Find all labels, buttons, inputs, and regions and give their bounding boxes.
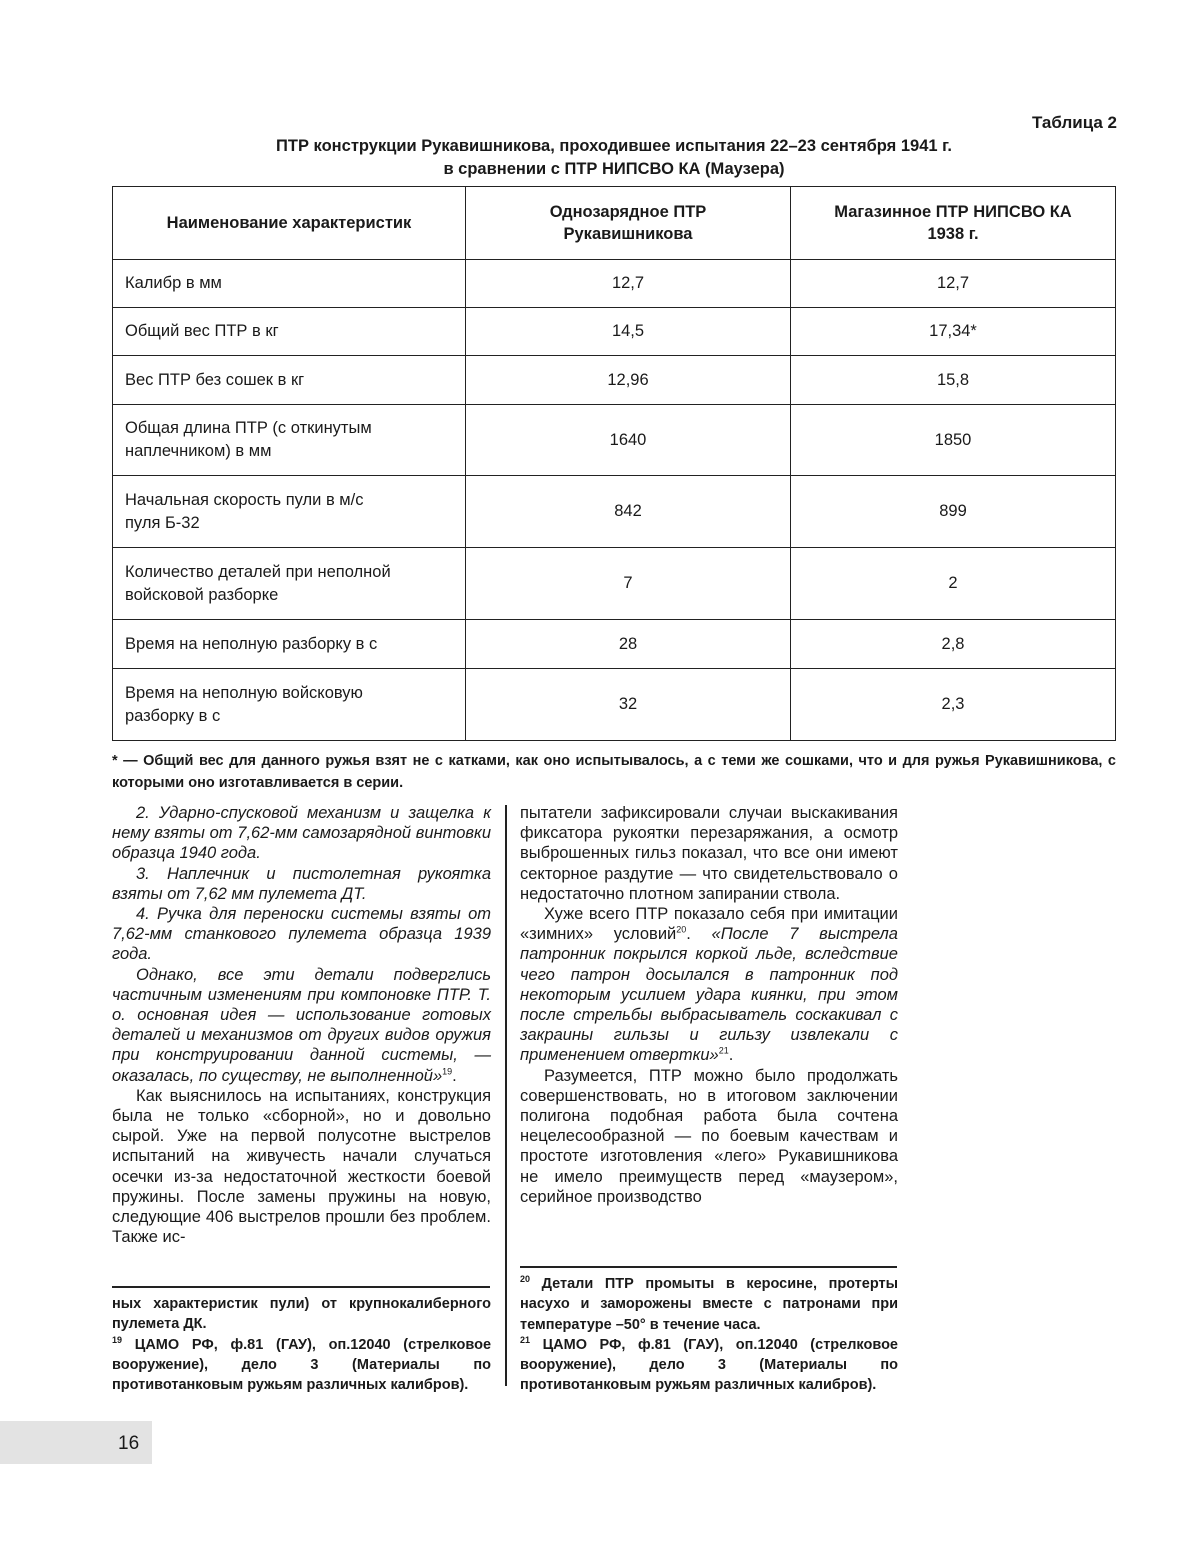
row-value-rukavishnikov: 7 [466, 548, 791, 620]
row-label: Калибр в мм [113, 260, 466, 308]
footnote-ref: 20 [676, 924, 687, 935]
row-value-rukavishnikov: 28 [466, 620, 791, 669]
paragraph: Как выяснилось на испытаниях, конструкция была не только «сборной», но и довольно сырой. Уже на первой полусотне выстрелов испытаний на живучесть начали случаться осечки из-за недостаточной жесткости боевой пружины. После замены пружины на новую, следующие 406 выстрелов прошли без проблем. Также ис- [112, 1086, 491, 1247]
row-value-rukavishnikov: 12,7 [466, 260, 791, 308]
paragraph: пытатели зафиксировали случаи выскакивания фиксатора рукоятки перезаряжания, а осмотр выброшенных гильз показал, что все они имеют секторное раздутие — что свидетельствовало о недостаточно плотном запирании ствола. [520, 804, 898, 903]
footnote-21: $^{21}$ ЦАМО РФ, ф.81 (ГАУ), оп.12040 (стрелковое вооружение), дело 3 (Материалы по противотанковым ружьям различных калибров). [520, 1335, 898, 1394]
row-value-nipsvo: 2 [791, 548, 1116, 620]
footnote-continuation: ных характеристик пули) от крупнокалиберного пулемета ДК. [112, 1296, 491, 1333]
row-value-nipsvo: 2,8 [791, 620, 1116, 669]
row-value-nipsvo: 1850 [791, 405, 1116, 476]
table-row [113, 405, 1116, 476]
paragraph: 4. Ручка для переноски системы взяты от 7,62-мм станкового пулемета образца 1939 года. [112, 905, 491, 964]
right-text-column: пытатели зафиксировали случаи выскакивания фиксатора рукоятки перезаряжания, а осмотр выброшенных гильз показал, что все они имеют секторное раздутие — что свидетельствовало о недостаточно плотном запирании ствола. Хуже всего ПТР показало себя при имитации «зимних» условий$^{20}$. «После 7 выстрела патронник покрылся коркой льде, вследствие чего патрон досылался в патронник под некоторым усилием удара киянки, при этом после стрельбы выбрасыватель соскакивал с закраины гильзы и гильзу извлекали с применением отвертки»$^{21}$. Разумеется, ПТР можно было продолжать совершенствовать, но в итоговом заключении полигона подобная работа была сочтена нецелесообразной — по боевым качествам и простоте изготовления «лего» Рукавишникова не имело преимуществ перед «маузером», серийное производство [520, 804, 898, 1206]
table-footnote: * — Общий вес для данного ружья взят не с катками, как оно испытывалось, а с теми же сошками, что и для ружья Рукавишникова, с которыми оно изготавливается в серии. [112, 753, 1116, 791]
row-label: Вес ПТР без сошек в кг [113, 356, 466, 405]
table-row [113, 260, 1116, 308]
row-label: Общая длина ПТР (с откинутым наплечником) в мм [113, 405, 466, 476]
row-label: Общий вес ПТР в кг [113, 308, 466, 356]
row-label: Количество деталей при неполной войсковой разборке [113, 548, 466, 620]
footnote-ref: 19 [442, 1066, 453, 1077]
header-nipsvo: Магазинное ПТР НИПСВО КА 1938 г. [791, 187, 1116, 260]
table-caption-line-1: ПТР конструкции Рукавишникова, проходившее испытания 22–23 сентября 1941 г. [276, 137, 952, 155]
paragraph: Хуже всего ПТР показало себя при имитации «зимних» условий [520, 905, 898, 944]
table-row [113, 620, 1116, 669]
footnote-ref: 21 [718, 1045, 729, 1056]
paragraph: Разумеется, ПТР можно было продолжать совершенствовать, но в итоговом заключении полигона подобная работа была сочтена нецелесообразной — по боевым качествам и простоте изготовления «лего» Рукавишникова не имело преимуществ перед «маузером», серийное производство [520, 1066, 898, 1206]
table-caption-line-2: в сравнении с ПТР НИПСВО КА (Маузера) [443, 160, 785, 178]
footnotes-right [520, 1274, 898, 1396]
table-row [113, 308, 1116, 356]
footnote-rule [112, 1286, 490, 1288]
quote: «После 7 выстрела патронник покрылся коркой льде, вследствие чего патрон досылался в патронник под некоторым усилием удара киянки, при этом после стрельбы выбрасыватель соскакивал с закраины гильзы и гильзу извлекали с применением отвертки» [520, 925, 898, 1065]
paragraph: 2. Ударно-спусковой механизм и защелка к нему взяты от 7,62-мм самозарядной винтовки образца 1940 года. [112, 804, 491, 863]
row-value-rukavishnikov: 1640 [466, 405, 791, 476]
row-value-rukavishnikov: 842 [466, 476, 791, 548]
page-number: 16 [118, 1433, 140, 1454]
header-characteristic: Наименование характеристик [113, 187, 466, 260]
table-row [113, 669, 1116, 741]
row-value-rukavishnikov: 14,5 [466, 308, 791, 356]
row-label: Начальная скорость пули в м/с пуля Б-32 [113, 476, 466, 548]
table-header-row [113, 187, 1116, 260]
row-value-rukavishnikov: 12,96 [466, 356, 791, 405]
header-rukavishnikov: Однозарядное ПТР Рукавишникова [466, 187, 791, 260]
table-row [113, 356, 1116, 405]
left-text-column: 2. Ударно-спусковой механизм и защелка к нему взяты от 7,62-мм самозарядной винтовки образца 1940 года. 3. Наплечник и пистолетная рукоятка взяты от 7,62 мм пулемета ДТ. 4. Ручка для переноски системы взяты от 7,62-мм станкового пулемета образца 1939 года. Однако, все эти детали подверглись частичным изменениям при компоновке ПТР. Т. о. основная идея — использование готовых деталей и механизмов от других видов оружия при конструировании данной системы, — оказалась, по существу, не выполненной»$^{19}$. Как выяснилось на испытаниях, конструкция была не только «сборной», но и довольно сырой. Уже на первой полусотне выстрелов испытаний на живучесть начали случаться осечки из-за недостаточной жесткости боевой пружины. После замены пружины на новую, следующие 406 выстрелов прошли без проблем. Также ис- [112, 804, 491, 1247]
row-value-nipsvo: 12,7 [791, 260, 1116, 308]
row-label: Время на неполную разборку в с [113, 620, 466, 669]
row-value-nipsvo: 15,8 [791, 356, 1116, 405]
row-label: Время на неполную войсковую разборку в с [113, 669, 466, 741]
comparison-table [112, 186, 1116, 741]
column-divider [505, 805, 507, 1386]
table-row [113, 476, 1116, 548]
footnote-19: $^{19}$ ЦАМО РФ, ф.81 (ГАУ), оп.12040 (стрелковое вооружение), дело 3 (Материалы по противотанковым ружьям различных калибров). [112, 1334, 492, 1394]
table-label: Таблица 2 [1031, 113, 1117, 132]
row-value-nipsvo: 899 [791, 476, 1116, 548]
footnotes-left [112, 1294, 491, 1395]
row-value-nipsvo: 2,3 [791, 669, 1116, 741]
paragraph: Однако, все эти детали подверглись частичным изменениям при компоновке ПТР. Т. о. основная идея — использование готовых деталей и механизмов от других видов оружия при конструировании данной системы, — оказалась, по существу, не выполненной» [112, 965, 491, 1085]
footnote-rule [520, 1266, 897, 1268]
row-value-nipsvo: 17,34* [791, 308, 1116, 356]
row-value-rukavishnikov: 32 [466, 669, 791, 741]
paragraph: 3. Наплечник и пистолетная рукоятка взяты от 7,62 мм пулемета ДТ. [112, 864, 491, 903]
footnote-20: $^{20}$ Детали ПТР промыты в керосине, протерты насухо и заморожены вместе с патронами при температуре –50° в течение часа. [520, 1274, 898, 1333]
table-row [113, 548, 1116, 620]
